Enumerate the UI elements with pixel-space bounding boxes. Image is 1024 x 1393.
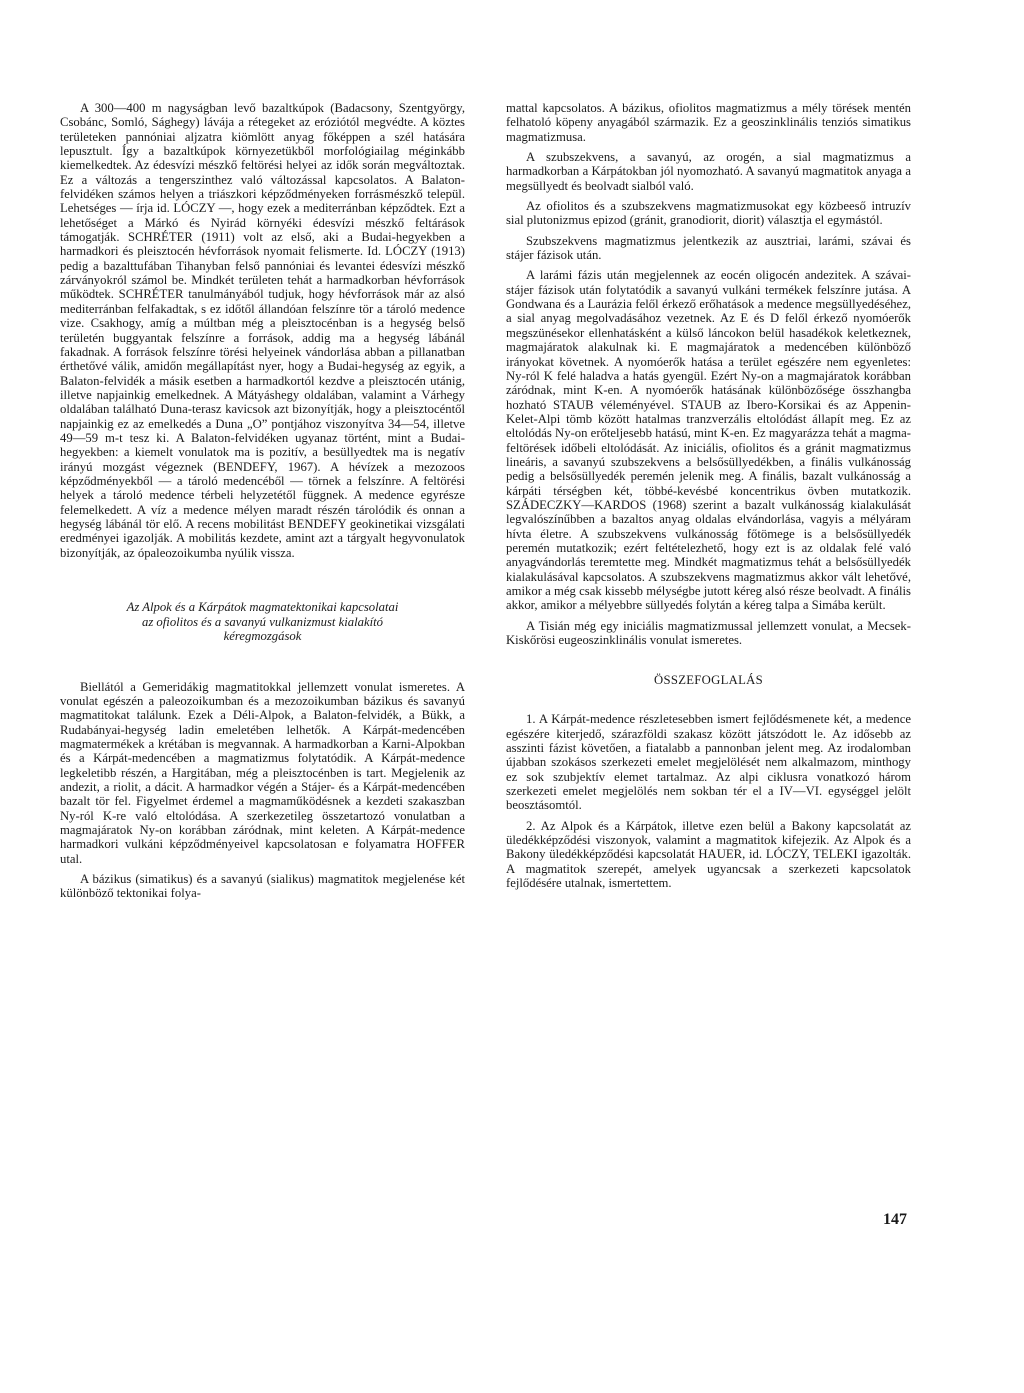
section-heading bbox=[70, 600, 455, 644]
body-paragraph: Szubszekvens magmatizmus jelentkezik az ausztriai, larámi, szávai és stájer fázisok után. bbox=[506, 233, 911, 263]
section-heading-line: kéregmozgások bbox=[223, 629, 302, 643]
body-paragraph: A szubszekvens, a savanyú, az orogén, a sial magmatizmus a harmadkorban a Kárpátokban jól nyomozható. A savanyú magmatitok anyaga a megsüllyedt és beolvadt sialból való. bbox=[506, 150, 911, 193]
summary-paragraph: 1. A Kárpát-medence részletesebben ismert fejlődésmenete két, a medence egészére kiterjedő, szárazföldi szakasz között játszódott le. Az idősebb az asszinti fázist követően, a fiatalabb a pannonban jelent meg. Az irodalomban újabban szokásos szerkezeti emelet megjelölését nem alkalmazom, minthogy ez sok szubjektív elemet tartalmaz. Az alpi ciklusra vonatkozó három szerkezeti emelet megjelölés nem sokban tér el a IV—VI. egységgel jelölt beosztásomtól. bbox=[506, 712, 911, 813]
page-number: 147 bbox=[883, 1211, 907, 1228]
body-paragraph: mattal kapcsolatos. A bázikus, ofiolitos magmatizmus a mély törések mentén felhatoló köpeny anyagából származik. Ez a geoszinklinális tenziós simatikus magmatizmusa. bbox=[506, 101, 911, 144]
left-column bbox=[60, 101, 465, 901]
body-paragraph: A Tisián még egy iniciális magmatizmussal jellemzett vonulat, a Mecsek-Kiskőrösi eugeoszinklinális vonulat ismeretes. bbox=[506, 618, 911, 648]
section-heading-line: Az Alpok és a Kárpátok magmatektonikai kapcsolatai bbox=[126, 600, 399, 614]
body-paragraph: Az ofiolitos és a szubszekvens magmatizmusokat egy közbeeső intruzív sial plutonizmus epizod (gránit, granodiorit, diorit) választja el egymástól. bbox=[506, 199, 911, 228]
section-heading-line: az ofiolitos és a savanyú vulkanizmust kialakító bbox=[141, 614, 384, 629]
right-column bbox=[506, 101, 911, 891]
summary-heading: ÖSSZEFOGLALÁS bbox=[654, 673, 763, 688]
body-paragraph: A bázikus (simatikus) és a savanyú (sialikus) magmatitok megjelenése két különböző tektonikai folya- bbox=[60, 871, 465, 901]
body-paragraph: Biellától a Gemeridákig magmatitokkal jellemzett vonulat ismeretes. A vonulat egészén a paleozoikumban és a mezozoikumban bázikus és savanyú magmatitokat találunk. Ezek a Déli-Alpok, a Balaton-felvidék, a Bükk, a Rudabányai-hegység ladin emeletében lelhetők. A Kárpát-medencében magmatermékek a krétában is megvannak. A harmadkorban a Karni-Alpokban és a Kárpát-medencében a magmatizmus folytatódik. A Kárpát-medence legkeletibb részén, a Hargitában, még a pleisztocénben is tart. Megjelenik az andezit, a riolit, a dácit. A harmadkor végén a Stájer- és a Kárpát-medencében bazalt tör fel. Figyelmet érdemel a magmaműködésnek a kezdeti szakaszban Ny-ról K-re való eltolódása. A szerkezetileg összetartozó vonulatban a magmajáratok Ny-on korábban záródnak, mint keleten. A Kárpát-medence harmadkori vulkáni képződményeivel kapcsolatosan e folyamatra HOFFER utal. bbox=[60, 679, 465, 866]
summary-paragraph: 2. Az Alpok és a Kárpátok, illetve ezen belül a Bakony kapcsolatát az üledékképződési viszonyok, valamint a magmatitok kifejezik. Az Alpok és a Bakony üledékképződési kapcsolatát HAUER, id. LÓCZY, TELEKI igazolták. A magmatitok szerepét, amelyek ugyancsak a szerkezeti kapcsolatok fejlődésére utalnak, ismertettem. bbox=[506, 818, 911, 891]
body-paragraph: A larámi fázis után megjelennek az eocén oligocén andezitek. A szávai-stájer fázisok után folytatódik a savanyú vulkáni termékek felszínre jutása. A Gondwana és a Laurázia felől érkező erőhatások a medence megsüllyedéséhez, a sial anyag megolvadásához vezetnek. Az E és D felől érkező nyomóerők megszünésekor ellenhatásként a külső láncokon belül hasadékok keletkeznek, magmajáratok alakulnak ki. E magmajáratok a medencében különböző irányokat követnek. A nyomóerők hatása a terület egészére nem egyenletes: Ny-ról K felé haladva a hatás gyengül. Ezért Ny-on a magmajáratok korábban záródnak, mint K-en. A nyomóerők hatásának különbözősége összhangba hozható STAUB véleményével. STAUB az Ibero-Korsikai és az Appenin-Kelet-Alpi tömb között hatalmas tranzverzális eltolódást állapít meg. Ez az eltolódás Ny-on erőteljesebb hatású, mint K-en. Ez magyarázza tehát a magma-feltörések időbeli eltolódását. Az iniciális, ofiolitos és a gránit magmatizmus lineáris, a savanyú szubszekvens a belsősüllyedékben, a finális vulkánosság pedig a belsősüllyedék peremén jelenik meg. A finális, bazalt vulkánosság a kárpáti térségben két, többé-kevésbé koncentrikus övben mutatkozik. SZÁDECZKY—KARDOS (1968) szerint a bazalt vulkánosság kialakulását legvalószínűbben a bazaltos anyag oldalas elvándorlása, vagyis a mélyáram hívta életre. A szubszekvens vulkánosság főtömege is a belsősüllyedék peremén mutatkozik; ezért feltételezhető, hogy ezt is az oldalak felé való anyagvándorlás teremtette meg. Mindkét magmatizmus tehát a belsősüllyedék kialakulásával kapcsolatos. A szubszekvens magmatizmus akkor vált lehetővé, amikor a még csak kissebb mélységbe jutott kéreg alsó része beolvadt. A finális akkor, amikor a mélyebbre süllyedés folytán a kéreg talpa a Simába került. bbox=[506, 268, 911, 613]
body-paragraph: A 300—400 m nagyságban levő bazaltkúpok (Badacsony, Szentgyörgy, Csobánc, Somló, Sághegy) lávája a rétegeket az eróziótól megvédte. A köztes területeken pannóniai aljzatra kiömlött anyag főképpen a szél hatására lepusztult. Így a bazaltkúpok környezetükből morfológiailag méginkább kiemelkedtek. Az édesvízi mészkő feltörési helyei az idők során megváltoztak. Ez a változás a tengerszinthez való változással kapcsolatos. A Balaton-felvidéken számos helyen a triászkori képződményeken forrásmészkő települ. Lehetséges — írja id. LÓCZY —, hogy ezek a mediterránban képződtek. Ezt a lehetőséget a Márkó és Nyirád környéki édesvízi mészkő feltárások támogatják. SCHRÉTER (1911) volt az első, aki a Budai-hegyekben a harmadkori és pleisztocén hévforrások nyomait felismerte. Id. LÓCZY (1913) pedig a bazalttufában Tihanyban felső pannóniai és levantei édesvízi mészkő zárványokról számol be. Mindkét területen tehát a harmadkorban hévforrások működtek. SCHRÉTER tanulmányából tudjuk, hogy hévforrások már az alsó mediterránban felfakadtak, s ez időtől állandóan felszínre tör a tároló medence vize. Csakhogy, amíg a múltban még a pleisztocénban is a hegység belső területén buggyantak felszínre a források, addig ma a hegység lábánál fakadnak. A források felszínre törési helyeinek vándorlása abban a pillanatban érthetővé válik, amidőn megállapítást nyer, hogy a Budai-hegység az egyik, a Balaton-felvidék a másik esetben a harmadkortól kezdve a pleisztocén utánig, illetve napjainkig emelkednek. A Mátyáshegy oldalában, valamint a Várhegy oldalában található Duna-terasz kavicsok azt bizonyítják, hogy a pleisztocéntől napjainkig ez az emelkedés a Duna „O” pontjához viszonyítva 34—54, illetve 49—59 m-t tesz ki. A Balaton-felvidéken ugyanaz történt, mint a Budai-hegyekben: a kiemelt vonulatok ma is pozitív, a besüllyedtek ma is negatív irányú mozgást végeznek (BENDEFY, 1967). A hévízek a mezozoos képződményekből — a tároló medencéből — törnek a felszínre. A feltörési helyek a tároló medence térbeli helyzetétől függnek. A medence egyrésze felemelkedett. A víz a medence mélyen maradt részén tárolódik és onnan a hegység lábánál tör elő. A recens mobilitást BENDEFY geokinetikai vizsgálati eredményei igazolják. A mobilitás kezdete, amint azt a tárgyalt hegyvonulatok bizonyítják, az ópaleozoikumba nyúlik vissza. bbox=[60, 101, 465, 560]
